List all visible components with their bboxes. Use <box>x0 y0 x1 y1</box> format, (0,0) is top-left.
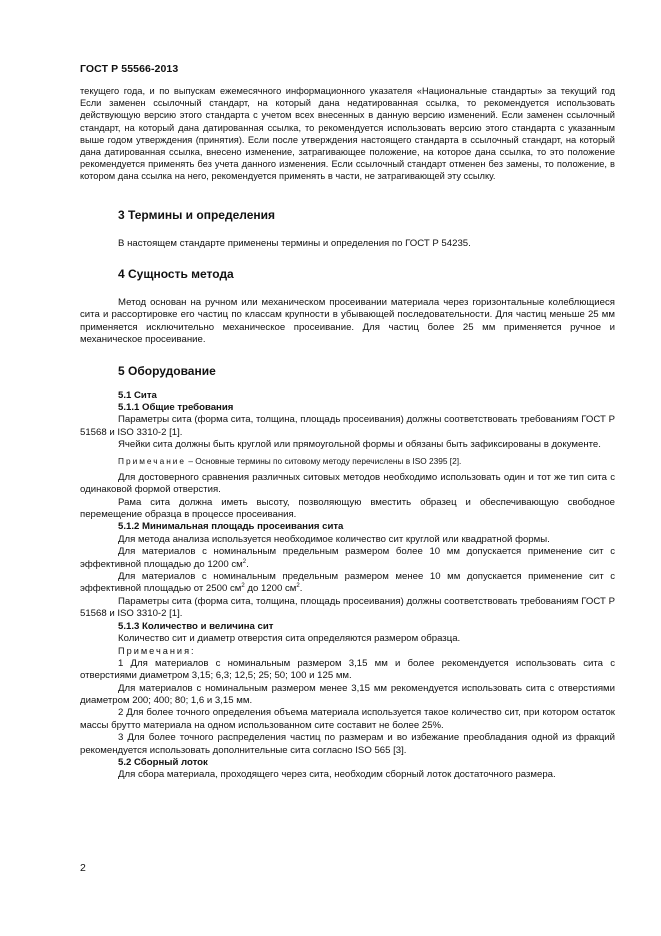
superscript: 2 <box>241 583 245 590</box>
paragraph <box>80 546 615 571</box>
page-number: 2 <box>80 862 86 874</box>
paragraph: Количество сит и диаметр отверстия сита определяются размером образца. <box>118 632 461 644</box>
paragraph: Параметры сита (форма сита, толщина, площадь просеивания) должны соответствовать требованиям ГОСТ Р 51568 и ISO 3310-2 [1]. <box>80 595 615 620</box>
note-item: 3 Для более точного распределения частиц по размерам и во избежание преобладания одной из фракций рекомендуется использовать дополнительные сита согласно ISO 565 [3]. <box>80 732 615 756</box>
note-item: 1 Для материалов с номинальным размером 3,15 мм и более рекомендуется использовать сита с отверстиями диаметром 3,15; 6,3; 12,5; 25; 50; 100 и 125 мм. <box>80 657 615 682</box>
paragraph <box>80 571 615 596</box>
paragraph: Ячейки сита должны быть круглой или прямоугольной формы и обязаны быть зафиксированы в документе. <box>118 439 601 451</box>
section-3-text: В настоящем стандарте применены термины и определения по ГОСТ Р 54235. <box>118 237 471 249</box>
text: до 1200 см <box>244 583 297 595</box>
text: Для материалов с номинальным предельным размером менее 10 мм допускается применение сит с эффективной площадью от 2500 см <box>80 570 615 595</box>
note-label: Примечание <box>118 455 187 466</box>
section-4-title: 4 Сущность метода <box>118 267 234 282</box>
section-4-text: Метод основан на ручном или механическом просеивании материала через горизонтальные колеблющиеся сита и рассортировке его частиц по классам крупности в убывающей последовательности. Для частиц меньше 25 мм применяется исключительно механическое просеивание. Для частиц более 25 мм применяется ручное и механическое просеивание. <box>80 297 615 346</box>
note-item: 2 Для более точного определения объема материала используется такое количество сит, при котором остаток массы брутто материала на одном использованном сите составит не более 25%. <box>80 707 615 731</box>
superscript: 2 <box>296 583 300 590</box>
note-text: – Основные термины по ситовому методу перечислены в ISO 2395 [2]. <box>186 455 462 466</box>
text: . <box>299 583 303 595</box>
standard-header: ГОСТ Р 55566-2013 <box>80 63 179 75</box>
section-5-title: 5 Оборудование <box>118 363 216 378</box>
subsection-5-1-1-title: 5.1.1 Общие требования <box>118 402 234 414</box>
note <box>80 456 615 467</box>
notes-label: Примечания: <box>118 646 196 657</box>
paragraph: Для достоверного сравнения различных ситовых методов необходимо использовать один и тот же тип сита с одинаковой формой отверстия. <box>80 471 615 496</box>
superscript: 2 <box>242 558 247 565</box>
intro-paragraph: текущего года, и по выпускам ежемесячного информационного указателя «Национальные стандарты» за текущий год Если заменен ссылочный стандарт, на который дана недатированная ссылка, то рекомендуется использовать действующую версию этого стандарта с учетом всех внесенных в данную версию изменений. Если заменен ссылочный стандарт, на который дана датированная ссылка, то рекомендуется использовать версию этого стандарта с указанным выше годом утверждения (принятия). Если после утверждения настоящего стандарта в ссылочный стандарт, на который дана датированная ссылка, внесено изменение, затрагивающее положение, на которое дана ссылка, то это положение рекомендуется применять без учета данного изменения. Если ссылочный стандарт отменен без замены, то положение, в котором дана ссылка на него, рекомендуется применять в части, не затрагивающей эту ссылку. <box>80 86 615 182</box>
subsection-5-1-2-title: 5.1.2 Минимальная площадь просеивания сита <box>118 521 344 533</box>
section-3-title: 3 Термины и определения <box>118 207 276 222</box>
note-item: Для материалов с номинальным размером менее 3,15 мм рекомендуется использовать сита с отверстиями диаметром 200; 400; 80; 1,6 и 3,15 мм. <box>80 682 615 706</box>
subsection-5-1-3-title: 5.1.3 Количество и величина сит <box>118 620 274 632</box>
page-content <box>80 85 615 782</box>
paragraph: Для сбора материала, проходящего через сита, необходим сборный лоток достаточного размера. <box>118 769 556 781</box>
text: . <box>246 558 249 570</box>
paragraph: Рама сита должна иметь высоту, позволяющую вместить образец и обеспечивающую свободное перемещение образца в процессе просеивания. <box>80 496 615 520</box>
subsection-5-2-title: 5.2 Сборный лоток <box>118 757 208 769</box>
paragraph: Для метода анализа используется необходимое количество сит круглой или квадратной формы. <box>118 533 550 545</box>
text: Для материалов с номинальным предельным размером более 10 мм допускается применение сит с эффективной площадью до 1200 см <box>80 546 615 570</box>
subsection-5-1-title: 5.1 Сита <box>118 389 157 401</box>
paragraph: Параметры сита (форма сита, толщина, площадь просеивания) должны соответствовать требованиям ГОСТ Р 51568 и ISO 3310-2 [1]. <box>80 414 615 438</box>
